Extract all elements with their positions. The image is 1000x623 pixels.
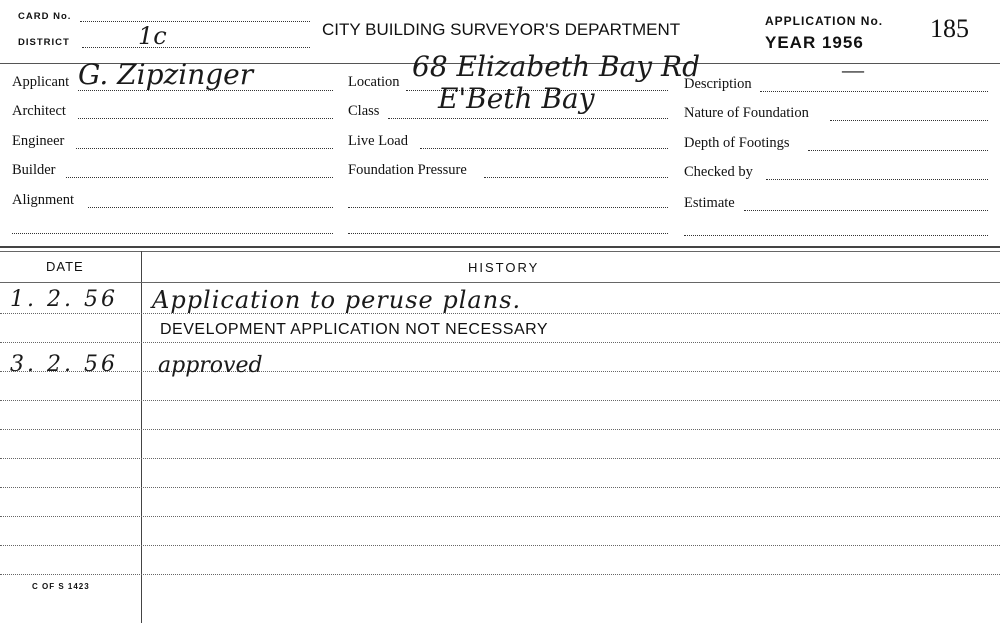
engineer-line [76, 148, 333, 149]
column2-line-6 [348, 233, 668, 234]
table-header-rule [0, 282, 1000, 283]
depth-of-footings-label: Depth of Footings [684, 135, 790, 151]
engineer-label: Engineer [12, 133, 65, 149]
nature-of-foundation-label: Nature of Foundation [684, 105, 809, 121]
applicant-value: G. Zipzinger [78, 58, 254, 91]
year-label: YEAR 1956 [765, 33, 864, 52]
card-no-line [80, 21, 310, 22]
row-1-history: Application to peruse plans. [152, 286, 522, 314]
architect-label: Architect [12, 103, 66, 119]
row-3-date: 3. 2. 56 [10, 352, 118, 377]
row-line [0, 458, 1000, 459]
location-value: 68 Elizabeth Bay Rd [412, 50, 700, 83]
row-1-date: 1. 2. 56 [10, 287, 118, 312]
live-load-label: Live Load [348, 133, 408, 149]
alignment-line [88, 207, 333, 208]
history-header: HISTORY [468, 260, 540, 275]
estimate-label: Estimate [684, 195, 735, 211]
row-line [0, 429, 1000, 430]
column3-line-6 [684, 235, 988, 236]
date-column-divider [141, 251, 142, 623]
alignment-label: Alignment [12, 192, 75, 208]
estimate-line [744, 210, 988, 211]
applicant-label: Applicant [12, 74, 70, 90]
architect-line [78, 118, 333, 119]
foundation-pressure-line [484, 177, 668, 178]
description-label: Description [684, 76, 752, 92]
row-line [0, 545, 1000, 546]
description-value: — [842, 57, 864, 82]
table-top-rule [0, 246, 1000, 248]
application-no-value: 185 [930, 14, 969, 43]
row-3-history: approved [158, 353, 263, 378]
district-value: 1c [138, 22, 167, 50]
district-label: DISTRICT [18, 37, 70, 48]
description-line [760, 91, 988, 92]
live-load-line [420, 148, 668, 149]
application-no-label: APPLICATION No. [765, 14, 884, 28]
column2-line-5 [348, 207, 668, 208]
class-line [388, 118, 668, 119]
checked-by-label: Checked by [684, 164, 753, 180]
row-line [0, 516, 1000, 517]
table-top-rule-2 [0, 251, 1000, 252]
class-value: E'Beth Bay [438, 82, 595, 115]
checked-by-line [766, 179, 988, 180]
card-no-label: CARD No. [18, 11, 72, 22]
builder-line [66, 177, 333, 178]
row-line [0, 342, 1000, 343]
row-line [0, 487, 1000, 488]
date-header: DATE [46, 259, 84, 274]
builder-label: Builder [12, 162, 56, 178]
row-line [0, 371, 1000, 372]
district-line [82, 47, 310, 48]
department-title: CITY BUILDING SURVEYOR'S DEPARTMENT [322, 20, 681, 39]
depth-of-footings-line [808, 150, 988, 151]
nature-of-foundation-line [830, 120, 988, 121]
foundation-pressure-label: Foundation Pressure [348, 162, 467, 178]
form-code: C OF S 1423 [32, 582, 90, 591]
row-line [0, 400, 1000, 401]
alignment-line-2 [12, 233, 333, 234]
location-label: Location [348, 74, 400, 90]
row-2-history: DEVELOPMENT APPLICATION NOT NECESSARY [160, 321, 549, 338]
class-label: Class [348, 103, 380, 119]
row-line [0, 574, 1000, 575]
